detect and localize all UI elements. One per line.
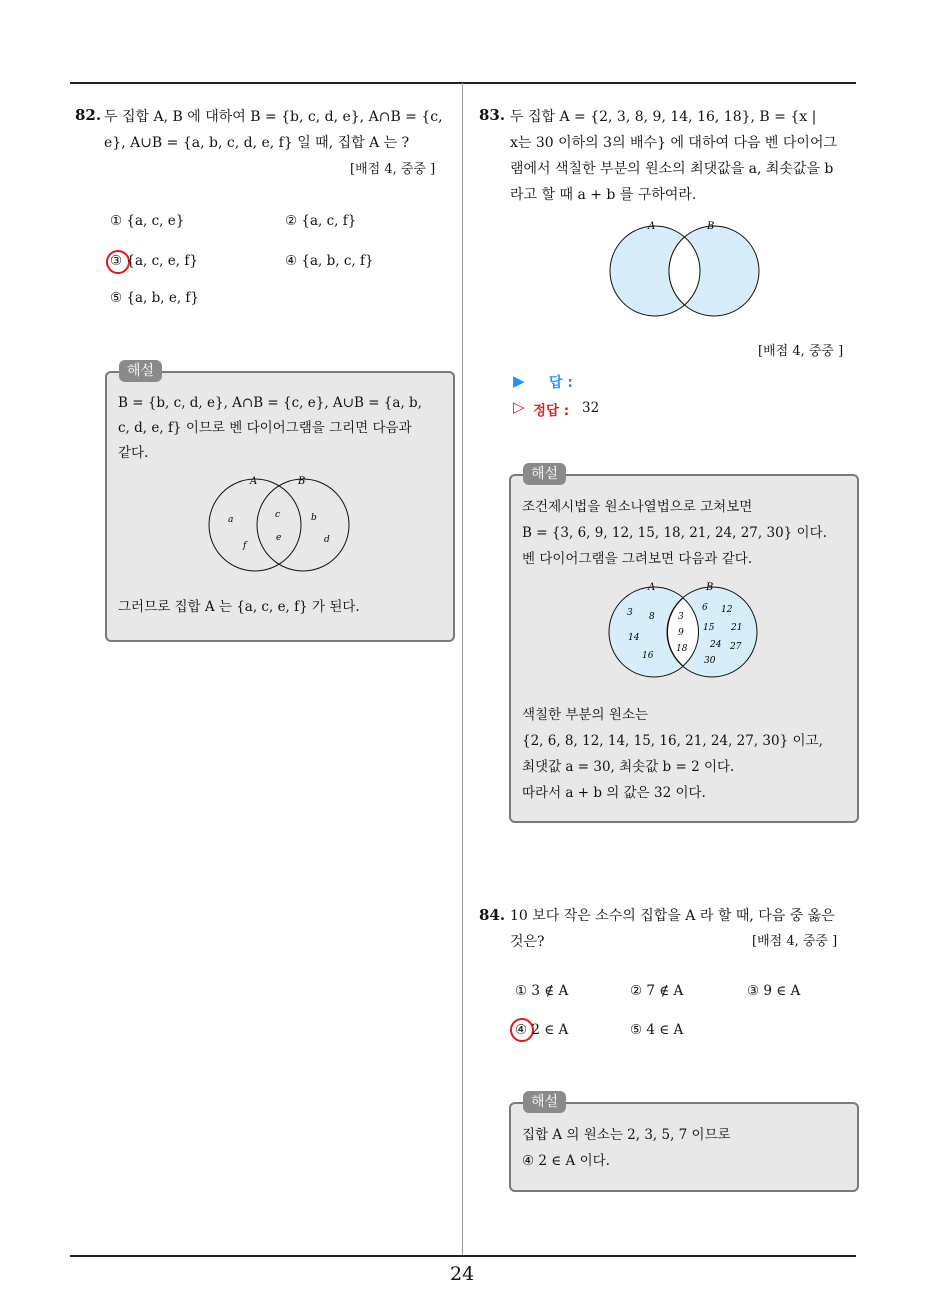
q83-venn-diagram: [602, 220, 768, 320]
q82-sol-line2: c, d, e, f} 이므로 벤 다이어그램을 그리면 다음과: [118, 420, 412, 436]
q83-sol-venn-elem: 3: [627, 608, 633, 618]
q83-sol-line4: 색칠한 부분의 원소는: [522, 707, 648, 723]
q82-venn-label-a: A: [250, 476, 258, 487]
q84-choice-1[interactable]: ① 3 ∉ A: [515, 983, 569, 999]
q84-solution-tag: 해설: [523, 1091, 566, 1113]
q83-sol-venn-elem: 3: [678, 612, 684, 622]
q84-choice-4[interactable]: ④ 2 ∈ A: [515, 1022, 569, 1038]
q82-choice-4[interactable]: ④ {a, b, c, f}: [285, 253, 374, 269]
q83-sol-venn-label-b: B: [706, 582, 714, 593]
q83-sol-venn-elem: 15: [703, 623, 715, 633]
q83-sol-venn-elem: 14: [628, 633, 640, 643]
page-number: 24: [450, 1263, 475, 1285]
q82-choice-1[interactable]: ① {a, c, e}: [110, 213, 185, 229]
q84-sol-line1: 집합 A 의 원소는 2, 3, 5, 7 이므로: [522, 1127, 731, 1143]
q82-venn-diagram: [200, 472, 360, 580]
q83-sol-venn-elem: 16: [642, 651, 654, 661]
q83-venn-label-b: B: [707, 221, 715, 232]
q83-sol-line2: B = {3, 6, 9, 12, 15, 18, 21, 24, 27, 30} 이다.: [522, 525, 827, 541]
q83-sol-line3: 벤 다이어그램을 그려보면 다음과 같다.: [522, 551, 753, 567]
q83-number: 83.: [479, 106, 506, 124]
q83-solution-tag: 해설: [523, 463, 566, 485]
q82-venn-elem: b: [311, 513, 317, 523]
q82-choice-3[interactable]: ③ {a, c, e, f}: [110, 253, 198, 269]
q83-sol-venn-elem: 27: [730, 642, 742, 652]
correct-arrow-icon: ▷: [513, 398, 525, 416]
q83-sol-line7: 따라서 a + b 의 값은 32 이다.: [522, 785, 706, 801]
q82-sol-line1: B = {b, c, d, e}, A∩B = {c, e}, A∪B = {a, b,: [118, 395, 422, 411]
q82-sol-line3: 같다.: [118, 445, 149, 461]
q83-sol-venn-elem: 18: [676, 644, 688, 654]
column-divider: [462, 83, 463, 1255]
q83-stem-line3: 램에서 색칠한 부분의 원소의 최댓값을 a, 최솟값을 b: [510, 161, 834, 177]
q83-sol-line5: {2, 6, 8, 12, 14, 15, 16, 21, 24, 27, 30} 이고,: [522, 733, 823, 749]
q83-sol-venn-elem: 6: [702, 603, 708, 613]
q84-choice-3[interactable]: ③ 9 ∈ A: [747, 983, 801, 999]
q83-stem-line2: x는 30 이하의 3의 배수} 에 대하여 다음 벤 다이어그: [510, 135, 838, 151]
q84-stem-line2: 것은?: [510, 934, 545, 950]
q83-sol-venn-elem: 21: [731, 623, 743, 633]
top-rule: [70, 82, 856, 84]
q83-sol-line6: 최댓값 a = 30, 최솟값 b = 2 이다.: [522, 759, 735, 775]
q83-sol-venn-elem: 8: [649, 612, 655, 622]
q83-sol-venn-elem: 9: [678, 628, 684, 638]
q82-venn-elem: f: [243, 541, 247, 551]
q82-choice-5[interactable]: ⑤ {a, b, e, f}: [110, 290, 199, 306]
q82-venn-circle-b: [257, 479, 349, 571]
q82-score: [배점 4, 중중 ]: [350, 162, 436, 177]
q82-solution-tag: 해설: [119, 360, 162, 382]
q83-stem-line4: 라고 할 때 a + b 를 구하여라.: [510, 187, 697, 203]
q82-venn-elem: d: [324, 535, 330, 545]
q83-correct-value: 32: [582, 400, 600, 416]
q82-venn-elem: c: [275, 510, 281, 520]
play-icon: ▶: [513, 372, 525, 390]
bottom-rule: [70, 1255, 856, 1257]
q83-stem-line1: 두 집합 A = {2, 3, 8, 9, 14, 16, 18}, B = {x |: [510, 109, 817, 125]
q84-choice-2[interactable]: ② 7 ∉ A: [630, 983, 684, 999]
q84-score: [배점 4, 중중 ]: [752, 934, 838, 949]
q83-answer-label: 답 :: [549, 375, 573, 391]
q82-venn-elem: a: [228, 515, 234, 525]
q82-stem-line1: 두 집합 A, B 에 대하여 B = {b, c, d, e}, A∩B = {c,: [104, 109, 443, 125]
q84-number: 84.: [479, 906, 506, 924]
q82-venn-elem: e: [276, 533, 282, 543]
q82-venn-label-b: B: [298, 476, 306, 487]
q84-stem-line1: 10 보다 작은 소수의 집합을 A 라 할 때, 다음 중 옳은: [510, 908, 835, 924]
q83-sol-venn-elem: 30: [704, 656, 716, 666]
q82-stem-line2: e}, A∪B = {a, b, c, d, e, f} 일 때, 집합 A 는 ?: [104, 135, 410, 151]
q82-sol-conclusion: 그러므로 집합 A 는 {a, c, e, f} 가 된다.: [118, 599, 360, 615]
q83-score: [배점 4, 중중 ]: [758, 344, 844, 359]
q83-sol-venn-elem: 12: [721, 605, 733, 615]
q83-solution-venn: [600, 580, 766, 680]
q84-choice-5[interactable]: ⑤ 4 ∈ A: [630, 1022, 684, 1038]
q83-sol-line1: 조건제시법을 원소나열법으로 고쳐보면: [522, 499, 753, 515]
q83-sol-venn-elem: 24: [710, 640, 722, 650]
q82-number: 82.: [75, 106, 102, 124]
q82-venn-circle-a: [209, 479, 301, 571]
q84-sol-line2: ④ 2 ∈ A 이다.: [522, 1153, 610, 1169]
q83-correct-label: 정답 :: [533, 403, 570, 419]
q82-choice-2[interactable]: ② {a, c, f}: [285, 213, 357, 229]
q83-sol-venn-label-a: A: [648, 582, 656, 593]
q83-venn-label-a: A: [648, 221, 656, 232]
